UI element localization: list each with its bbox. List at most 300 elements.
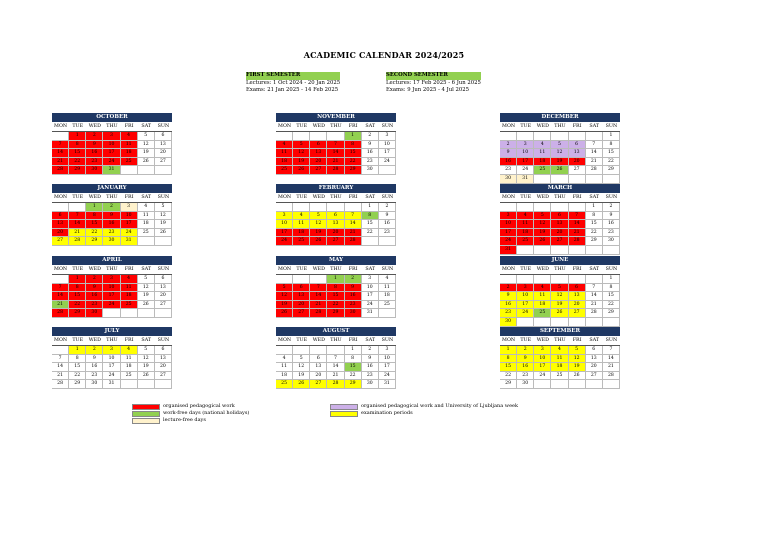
day-cell: 14 (52, 292, 69, 301)
empty-cell (534, 380, 551, 389)
day-cell: 6 (155, 275, 172, 284)
day-cell: 30 (500, 175, 517, 184)
empty-cell (534, 203, 551, 212)
day-cell: 23 (86, 158, 103, 167)
day-cell: 17 (517, 301, 534, 310)
empty-cell (586, 175, 603, 184)
day-cell: 18 (121, 149, 138, 158)
day-cell: 12 (310, 220, 327, 229)
day-cell: 9 (603, 212, 620, 221)
legend-swatch-holiday (132, 411, 160, 417)
legend-left (132, 403, 249, 424)
day-cell: 8 (69, 141, 86, 150)
day-cell: 17 (379, 363, 396, 372)
weekday-label: SUN (157, 195, 170, 200)
day-cell: 1 (69, 132, 86, 141)
day-cell: 5 (293, 355, 310, 364)
day-cell: 16 (86, 149, 103, 158)
day-grid (500, 275, 620, 327)
weekday-label: TUE (520, 124, 532, 129)
day-cell: 27 (551, 237, 568, 246)
day-cell: 4 (121, 275, 138, 284)
day-cell: 3 (276, 212, 293, 221)
day-cell: 7 (345, 212, 362, 221)
empty-cell (534, 246, 551, 255)
day-cell: 20 (310, 372, 327, 381)
empty-cell (310, 275, 327, 284)
day-cell: 7 (327, 355, 344, 364)
day-cell: 2 (362, 346, 379, 355)
month-december (500, 113, 620, 184)
day-cell: 29 (500, 380, 517, 389)
day-cell: 6 (52, 212, 69, 221)
day-cell: 13 (310, 149, 327, 158)
day-cell: 14 (569, 220, 586, 229)
day-cell: 22 (345, 158, 362, 167)
day-cell: 29 (69, 166, 86, 175)
weekday-label: FRI (572, 124, 582, 129)
day-cell: 3 (500, 212, 517, 221)
empty-cell (586, 318, 603, 327)
day-cell: 12 (569, 355, 586, 364)
day-grid (276, 275, 396, 318)
weekday-header (500, 336, 620, 346)
empty-cell (276, 275, 293, 284)
day-cell: 3 (103, 275, 120, 284)
day-cell: 5 (276, 284, 293, 293)
empty-cell (569, 318, 586, 327)
day-cell: 27 (569, 166, 586, 175)
day-cell: 20 (155, 363, 172, 372)
day-grid (52, 275, 172, 318)
day-cell: 15 (327, 292, 344, 301)
day-cell: 6 (310, 141, 327, 150)
day-cell: 18 (121, 363, 138, 372)
day-cell: 4 (517, 212, 534, 221)
empty-cell (276, 203, 293, 212)
day-cell: 15 (603, 292, 620, 301)
day-cell: 22 (500, 372, 517, 381)
weekday-label: SAT (141, 338, 152, 343)
empty-cell (569, 275, 586, 284)
day-cell: 15 (86, 220, 103, 229)
empty-cell (551, 132, 568, 141)
empty-cell (569, 380, 586, 389)
weekday-label: WED (536, 124, 549, 129)
day-cell: 10 (362, 284, 379, 293)
day-cell: 4 (379, 275, 396, 284)
day-cell: 14 (345, 220, 362, 229)
day-cell: 13 (569, 149, 586, 158)
day-cell: 22 (69, 372, 86, 381)
weekday-label: SUN (157, 338, 170, 343)
month-name: FEBRUARY (276, 184, 396, 193)
weekday-label: SUN (381, 124, 394, 129)
empty-cell (293, 203, 310, 212)
weekday-label: MON (54, 338, 68, 343)
day-cell: 23 (103, 229, 120, 238)
day-cell: 25 (534, 166, 551, 175)
day-cell: 28 (586, 309, 603, 318)
day-cell: 14 (310, 292, 327, 301)
day-cell: 23 (603, 229, 620, 238)
day-cell: 23 (345, 301, 362, 310)
day-cell: 27 (155, 372, 172, 381)
empty-cell (586, 380, 603, 389)
day-cell: 7 (52, 355, 69, 364)
day-cell: 21 (327, 372, 344, 381)
day-cell: 16 (517, 363, 534, 372)
day-cell: 5 (551, 141, 568, 150)
weekday-label: SAT (141, 124, 152, 129)
day-cell: 21 (327, 158, 344, 167)
day-cell: 21 (603, 363, 620, 372)
day-cell: 6 (551, 212, 568, 221)
day-cell: 4 (534, 141, 551, 150)
weekday-label: SUN (157, 124, 170, 129)
empty-cell (379, 309, 396, 318)
legend-swatch-exam (330, 411, 358, 417)
day-cell: 29 (603, 309, 620, 318)
day-cell: 2 (500, 141, 517, 150)
empty-cell (500, 275, 517, 284)
weekday-label: THU (554, 124, 566, 129)
weekday-header (52, 336, 172, 346)
day-cell: 12 (155, 212, 172, 221)
empty-cell (551, 275, 568, 284)
weekday-label: FRI (124, 195, 134, 200)
day-cell: 19 (551, 301, 568, 310)
day-cell: 26 (276, 309, 293, 318)
day-cell: 28 (52, 380, 69, 389)
first-semester-info (246, 72, 340, 95)
day-cell: 24 (121, 229, 138, 238)
day-cell: 7 (52, 284, 69, 293)
day-cell: 10 (103, 141, 120, 150)
day-cell: 6 (293, 284, 310, 293)
day-cell: 11 (534, 149, 551, 158)
day-cell: 24 (500, 237, 517, 246)
weekday-label: WED (312, 195, 325, 200)
day-cell: 15 (345, 363, 362, 372)
day-cell: 13 (155, 141, 172, 150)
day-cell: 1 (327, 275, 344, 284)
day-cell: 2 (86, 346, 103, 355)
day-cell: 26 (138, 301, 155, 310)
legend-swatch-organised (132, 404, 160, 410)
day-cell: 30 (103, 237, 120, 246)
day-cell: 19 (155, 220, 172, 229)
weekday-label: MON (502, 124, 516, 129)
weekday-label: TUE (296, 195, 308, 200)
first-semester-exams: Exams: 21 Jan 2025 - 14 Feb 2025 (246, 87, 339, 94)
month-name: MARCH (500, 184, 620, 193)
day-cell: 24 (103, 158, 120, 167)
day-cell: 10 (276, 220, 293, 229)
day-cell: 13 (310, 363, 327, 372)
empty-cell (534, 175, 551, 184)
day-cell: 27 (310, 166, 327, 175)
empty-cell (138, 380, 155, 389)
empty-cell (327, 346, 344, 355)
day-cell: 29 (345, 380, 362, 389)
day-cell: 10 (517, 292, 534, 301)
weekday-label: WED (88, 267, 101, 272)
day-cell: 20 (569, 301, 586, 310)
day-cell: 30 (86, 309, 103, 318)
day-cell: 20 (310, 158, 327, 167)
day-cell: 24 (379, 158, 396, 167)
weekday-label: THU (106, 195, 118, 200)
empty-cell (586, 132, 603, 141)
day-cell: 6 (310, 355, 327, 364)
day-cell: 10 (379, 355, 396, 364)
legend-right (330, 403, 518, 417)
weekday-label: SAT (365, 124, 376, 129)
empty-cell (155, 380, 172, 389)
empty-cell (534, 275, 551, 284)
empty-cell (586, 246, 603, 255)
month-may (276, 256, 396, 318)
weekday-label: THU (106, 267, 118, 272)
day-cell: 9 (500, 292, 517, 301)
weekday-label: SAT (365, 195, 376, 200)
day-cell: 23 (379, 229, 396, 238)
day-cell: 29 (69, 309, 86, 318)
weekday-label: MON (54, 195, 68, 200)
day-cell: 7 (69, 212, 86, 221)
day-cell: 14 (52, 149, 69, 158)
day-cell: 26 (310, 237, 327, 246)
day-cell: 13 (155, 355, 172, 364)
day-cell: 5 (569, 346, 586, 355)
empty-cell (603, 380, 620, 389)
day-cell: 1 (86, 203, 103, 212)
day-cell: 17 (276, 229, 293, 238)
day-cell: 18 (551, 363, 568, 372)
day-cell: 23 (517, 372, 534, 381)
day-cell: 22 (362, 229, 379, 238)
day-cell: 27 (586, 372, 603, 381)
day-cell: 1 (500, 346, 517, 355)
day-cell: 13 (586, 355, 603, 364)
weekday-label: THU (330, 195, 342, 200)
day-cell: 14 (327, 363, 344, 372)
weekday-label: SUN (605, 124, 618, 129)
day-cell: 11 (293, 220, 310, 229)
page-title: ACADEMIC CALENDAR 2024/2025 (303, 50, 465, 60)
month-name: AUGUST (276, 327, 396, 336)
empty-cell (121, 380, 138, 389)
empty-cell (52, 275, 69, 284)
day-cell: 26 (293, 166, 310, 175)
weekday-label: SUN (381, 267, 394, 272)
weekday-label: SAT (589, 195, 600, 200)
day-cell: 14 (586, 149, 603, 158)
empty-cell (500, 132, 517, 141)
weekday-label: THU (330, 267, 342, 272)
day-cell: 2 (345, 275, 362, 284)
day-cell: 20 (155, 292, 172, 301)
weekday-label: WED (536, 267, 549, 272)
day-cell: 14 (52, 363, 69, 372)
day-cell: 26 (551, 166, 568, 175)
weekday-label: FRI (124, 124, 134, 129)
day-cell: 3 (379, 346, 396, 355)
day-cell: 22 (603, 301, 620, 310)
weekday-label: SUN (157, 267, 170, 272)
day-cell: 31 (379, 380, 396, 389)
day-cell: 29 (327, 309, 344, 318)
day-cell: 7 (327, 141, 344, 150)
day-cell: 4 (138, 203, 155, 212)
day-cell: 15 (500, 363, 517, 372)
weekday-label: MON (278, 195, 292, 200)
day-cell: 30 (517, 380, 534, 389)
day-cell: 31 (103, 380, 120, 389)
day-cell: 19 (138, 363, 155, 372)
weekday-label: TUE (72, 267, 84, 272)
day-cell: 13 (569, 292, 586, 301)
day-cell: 22 (86, 229, 103, 238)
day-cell: 11 (121, 141, 138, 150)
day-cell: 15 (586, 220, 603, 229)
day-cell: 19 (310, 229, 327, 238)
legend-item-university-week (330, 403, 518, 410)
empty-cell (276, 346, 293, 355)
day-cell: 23 (500, 309, 517, 318)
day-cell: 9 (517, 355, 534, 364)
empty-cell (569, 203, 586, 212)
day-cell: 10 (517, 149, 534, 158)
month-september (500, 327, 620, 389)
day-cell: 27 (52, 237, 69, 246)
day-cell: 13 (327, 220, 344, 229)
empty-cell (276, 132, 293, 141)
day-cell: 28 (69, 237, 86, 246)
weekday-header (52, 265, 172, 275)
day-cell: 21 (52, 301, 69, 310)
day-cell: 19 (569, 363, 586, 372)
weekday-label: SAT (141, 267, 152, 272)
second-semester-exams: Exams: 9 Jun 2025 - 4 Jul 2025 (386, 87, 469, 94)
empty-cell (551, 175, 568, 184)
day-cell: 25 (379, 301, 396, 310)
day-cell: 27 (569, 309, 586, 318)
weekday-header (500, 122, 620, 132)
day-cell: 19 (138, 292, 155, 301)
empty-cell (52, 132, 69, 141)
day-cell: 22 (345, 372, 362, 381)
first-semester-lectures: Lectures: 1 Oct 2024 - 20 Jan 2025 (246, 79, 341, 86)
day-cell: 25 (293, 237, 310, 246)
day-cell: 12 (551, 149, 568, 158)
day-cell: 5 (534, 212, 551, 221)
weekday-label: TUE (520, 195, 532, 200)
day-cell: 1 (603, 275, 620, 284)
empty-cell (52, 203, 69, 212)
day-cell: 20 (327, 229, 344, 238)
weekday-label: SAT (365, 267, 376, 272)
legend-swatch-university-week (330, 404, 358, 410)
day-cell: 28 (586, 166, 603, 175)
day-cell: 25 (551, 372, 568, 381)
day-cell: 17 (103, 363, 120, 372)
empty-cell (603, 246, 620, 255)
day-cell: 9 (379, 212, 396, 221)
weekday-label: TUE (520, 267, 532, 272)
day-cell: 18 (276, 158, 293, 167)
day-cell: 2 (362, 132, 379, 141)
day-cell: 8 (362, 212, 379, 221)
day-cell: 8 (603, 141, 620, 150)
day-cell: 2 (517, 346, 534, 355)
day-cell: 27 (155, 301, 172, 310)
day-cell: 5 (293, 141, 310, 150)
legend-label-exam: examination periods (361, 410, 413, 416)
day-cell: 25 (276, 380, 293, 389)
day-cell: 24 (276, 237, 293, 246)
month-name: JANUARY (52, 184, 172, 193)
empty-cell (293, 346, 310, 355)
day-cell: 5 (551, 284, 568, 293)
day-cell: 15 (69, 292, 86, 301)
day-cell: 16 (362, 363, 379, 372)
day-cell: 3 (534, 346, 551, 355)
day-cell: 18 (121, 292, 138, 301)
day-cell: 7 (586, 284, 603, 293)
day-grid (276, 132, 396, 175)
day-grid (500, 203, 620, 255)
day-cell: 8 (500, 355, 517, 364)
day-cell: 10 (500, 220, 517, 229)
empty-cell (121, 166, 138, 175)
empty-cell (69, 203, 86, 212)
legend-item-organised (132, 403, 249, 410)
day-cell: 14 (69, 220, 86, 229)
month-name: MAY (276, 256, 396, 265)
day-cell: 5 (310, 212, 327, 221)
month-october (52, 113, 172, 175)
day-cell: 13 (52, 220, 69, 229)
day-cell: 3 (379, 132, 396, 141)
day-cell: 26 (569, 372, 586, 381)
day-cell: 19 (276, 301, 293, 310)
day-cell: 10 (103, 355, 120, 364)
weekday-label: FRI (348, 195, 358, 200)
day-cell: 2 (379, 203, 396, 212)
weekday-label: TUE (72, 124, 84, 129)
empty-cell (155, 166, 172, 175)
day-cell: 13 (293, 292, 310, 301)
month-july (52, 327, 172, 389)
day-cell: 12 (138, 284, 155, 293)
day-cell: 20 (586, 363, 603, 372)
day-cell: 29 (69, 380, 86, 389)
legend-swatch-lecture-free (132, 418, 160, 424)
day-cell: 28 (52, 309, 69, 318)
day-cell: 16 (86, 292, 103, 301)
day-cell: 11 (534, 292, 551, 301)
weekday-label: TUE (520, 338, 532, 343)
weekday-header (500, 193, 620, 203)
weekday-header (500, 265, 620, 275)
day-cell: 6 (586, 346, 603, 355)
day-grid (500, 346, 620, 389)
month-name: APRIL (52, 256, 172, 265)
day-cell: 26 (293, 380, 310, 389)
month-name: OCTOBER (52, 113, 172, 122)
